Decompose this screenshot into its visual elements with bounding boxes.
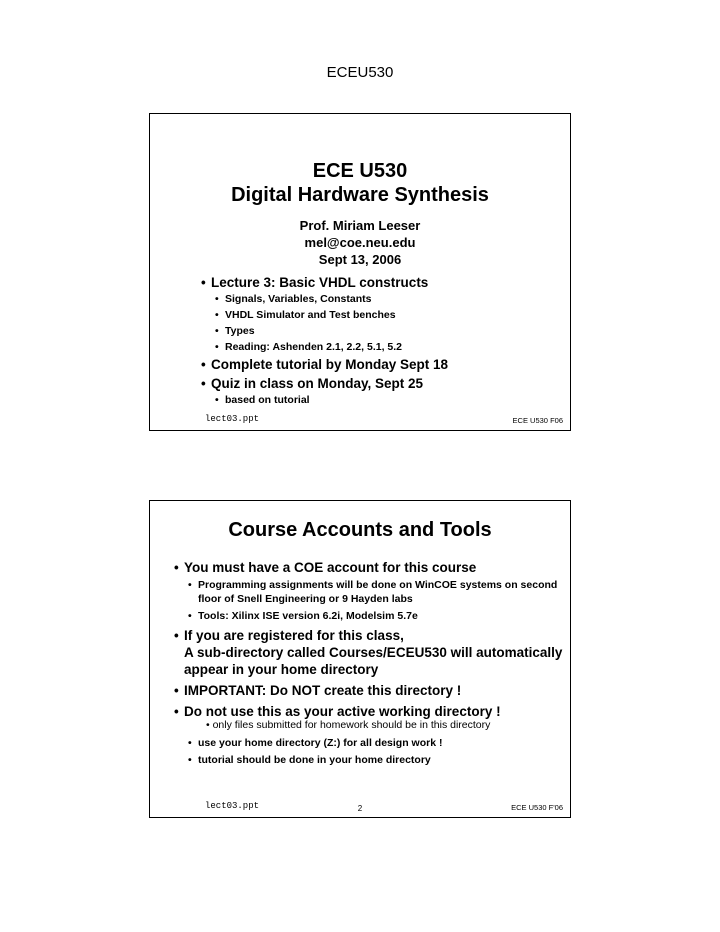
slide-2 xyxy=(149,500,571,818)
bullet-text: You must have a COE account for this course xyxy=(184,560,477,575)
slide-1-title-line-1: ECE U530 xyxy=(312,160,408,182)
sub-bullet-item: • VHDL Simulator and Test benches xyxy=(225,308,561,322)
sub-bullet-item: • Reading: Ashenden 2.1, 2.2, 5.1, 5.2 xyxy=(225,340,561,354)
bullet-item xyxy=(184,627,564,678)
bullet-text: Complete tutorial by Monday Sept 18 xyxy=(211,357,449,372)
sub-bullet-item: • Tools: Xilinx ISE version 6.2i, Modelsim 5.7e xyxy=(198,609,564,623)
bullet-item xyxy=(211,274,561,354)
sub-bullet-item: • Types xyxy=(225,324,561,338)
sub-bullet-list xyxy=(225,393,561,407)
slide-2-footer-filename: lect03.ppt xyxy=(205,801,260,811)
bullet-item xyxy=(184,559,564,623)
slide-2-title: Course Accounts and Tools xyxy=(228,519,492,541)
bullet-item xyxy=(211,375,561,407)
plain-sub-line: • only files submitted for homework should be in this directory xyxy=(206,719,491,731)
lecture-date: Sept 13, 2006 xyxy=(318,252,402,267)
bullet-item xyxy=(184,682,564,699)
page-header: ECEU530 xyxy=(326,64,394,81)
bullet-text-line-1: • If you are registered for this class, xyxy=(184,628,404,643)
slide-1-title-line-2: Digital Hardware Synthesis xyxy=(231,184,489,206)
slide-2-page-number: 2 xyxy=(357,804,363,813)
bullet-item xyxy=(184,703,564,767)
slide-1-footer-course: ECE U530 F06 xyxy=(512,416,563,425)
sub-bullet-item: • use your home directory (Z:) for all design work ! xyxy=(198,736,564,750)
bullet-text: Lecture 3: Basic VHDL constructs xyxy=(211,275,429,290)
slide-1-title xyxy=(150,159,570,207)
slide-2-footer-course: ECE U530 F'06 xyxy=(511,803,563,812)
sub-bullet-list xyxy=(198,736,564,767)
author-email: mel@coe.neu.edu xyxy=(304,235,416,250)
bullet-text: IMPORTANT: Do NOT create this directory ! xyxy=(184,683,462,698)
author-name: Prof. Miriam Leeser xyxy=(299,218,421,233)
slide-1-bullet-list xyxy=(211,274,561,409)
sub-bullet-item: • based on tutorial xyxy=(225,393,561,407)
slide-2-bullet-list xyxy=(184,559,564,771)
author-block xyxy=(150,217,570,268)
sub-bullet-item: • Programming assignments will be done on WinCOE systems on second floor of Snell Engineering or 9 Hayden labs xyxy=(198,578,564,606)
sub-bullet-item: • tutorial should be done in your home directory xyxy=(198,753,564,767)
sub-bullet-list xyxy=(225,292,561,354)
bullet-text: Quiz in class on Monday, Sept 25 xyxy=(211,376,424,391)
slide-1-footer-filename: lect03.ppt xyxy=(205,414,260,424)
sub-bullet-list xyxy=(198,578,564,623)
bullet-item xyxy=(211,356,561,373)
sub-bullet-item: • Signals, Variables, Constants xyxy=(225,292,561,306)
bullet-text-line-2: A sub-directory called Courses/ECEU530 will automatically appear in your home directory xyxy=(184,645,563,677)
bullet-text: Do not use this as your active working directory ! xyxy=(184,704,501,719)
slide-1 xyxy=(149,113,571,431)
